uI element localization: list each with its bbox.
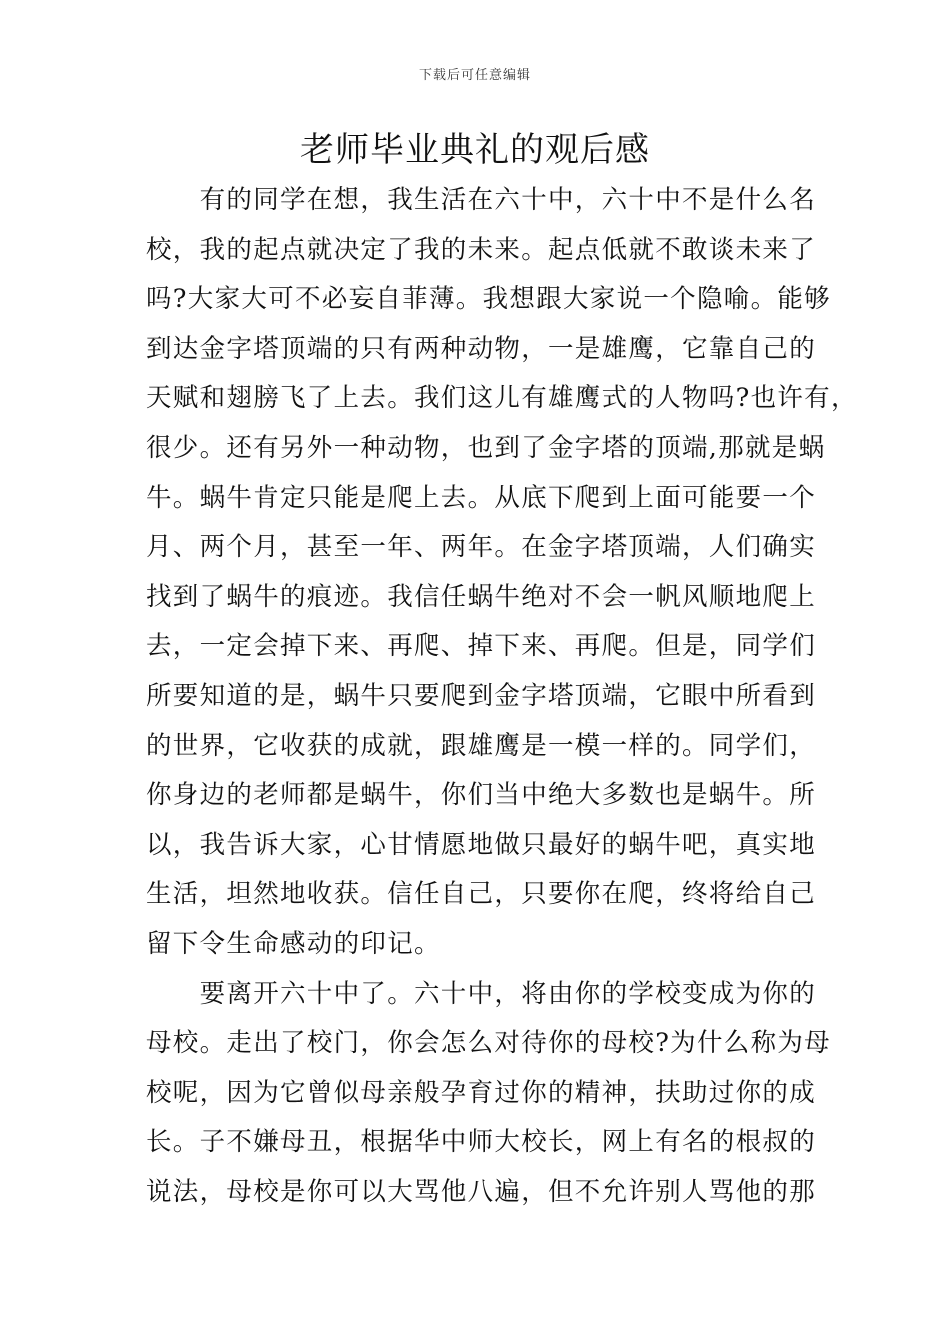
text-line: 有的同学在想，我生活在六十中，六十中不是什么名 [146, 185, 817, 215]
text-line: 牛。蜗牛肯定只能是爬上去。从底下爬到上面可能要一个 [146, 482, 817, 513]
text-line: 的世界，它收获的成就，跟雄鹰是一模一样的。同学们， [146, 730, 817, 761]
text-line: 很少。还有另外一种动物，也到了金字塔的顶端,那就是蜗 [146, 432, 826, 463]
text-line: 留下令生命感动的印记。 [146, 928, 441, 959]
paragraph-2 [146, 970, 831, 1218]
text-line: 所要知道的是，蜗牛只要爬到金字塔顶端，它眼中所看到 [146, 680, 817, 711]
text-line: 到达金字塔顶端的只有两种动物，一是雄鹰，它靠自己的 [146, 333, 817, 364]
text-line: 要离开六十中了。六十中，将由你的学校变成为你的 [146, 978, 817, 1009]
text-line: 母校。走出了校门，你会怎么对待你的母校?为什么称为母 [146, 1028, 831, 1059]
text-line: 生活，坦然地收获。信任自己，只要你在爬，终将给自己 [146, 879, 817, 910]
text-line: 月、两个月，甚至一年、两年。在金字塔顶端，人们确实 [146, 532, 817, 563]
text-line: 校呢，因为它曾似母亲般孕育过你的精神，扶助过你的成 [146, 1077, 817, 1108]
text-line: 你身边的老师都是蜗牛，你们当中绝大多数也是蜗牛。所 [146, 780, 817, 811]
document-body [146, 176, 858, 1217]
paragraph-1 [146, 176, 858, 970]
text-line: 长。子不嫌母丑，根据华中师大校长，网上有名的根叔的 [146, 1127, 817, 1158]
text-line: 去，一定会掉下来、再爬、掉下来、再爬。但是，同学们 [146, 631, 817, 662]
header-note: 下载后可任意编辑 [418, 68, 531, 83]
text-line: 以，我告诉大家，心甘情愿地做只最好的蜗牛吧，真实地 [146, 829, 817, 860]
document-title: 老师毕业典礼的观后感 [300, 130, 650, 170]
text-line: 找到了蜗牛的痕迹。我信任蜗牛绝对不会一帆风顺地爬上 [146, 581, 817, 612]
text-line: 天赋和翅膀飞了上去。我们这儿有雄鹰式的人物吗?也许有， [146, 383, 858, 414]
text-line: 吗?大家大可不必妄自菲薄。我想跟大家说一个隐喻。能够 [146, 284, 831, 315]
text-line: 说法，母校是你可以大骂他八遍，但不允许别人骂他的那 [146, 1176, 817, 1207]
text-line: 校，我的起点就决定了我的未来。起点低就不敢谈未来了 [146, 234, 817, 265]
